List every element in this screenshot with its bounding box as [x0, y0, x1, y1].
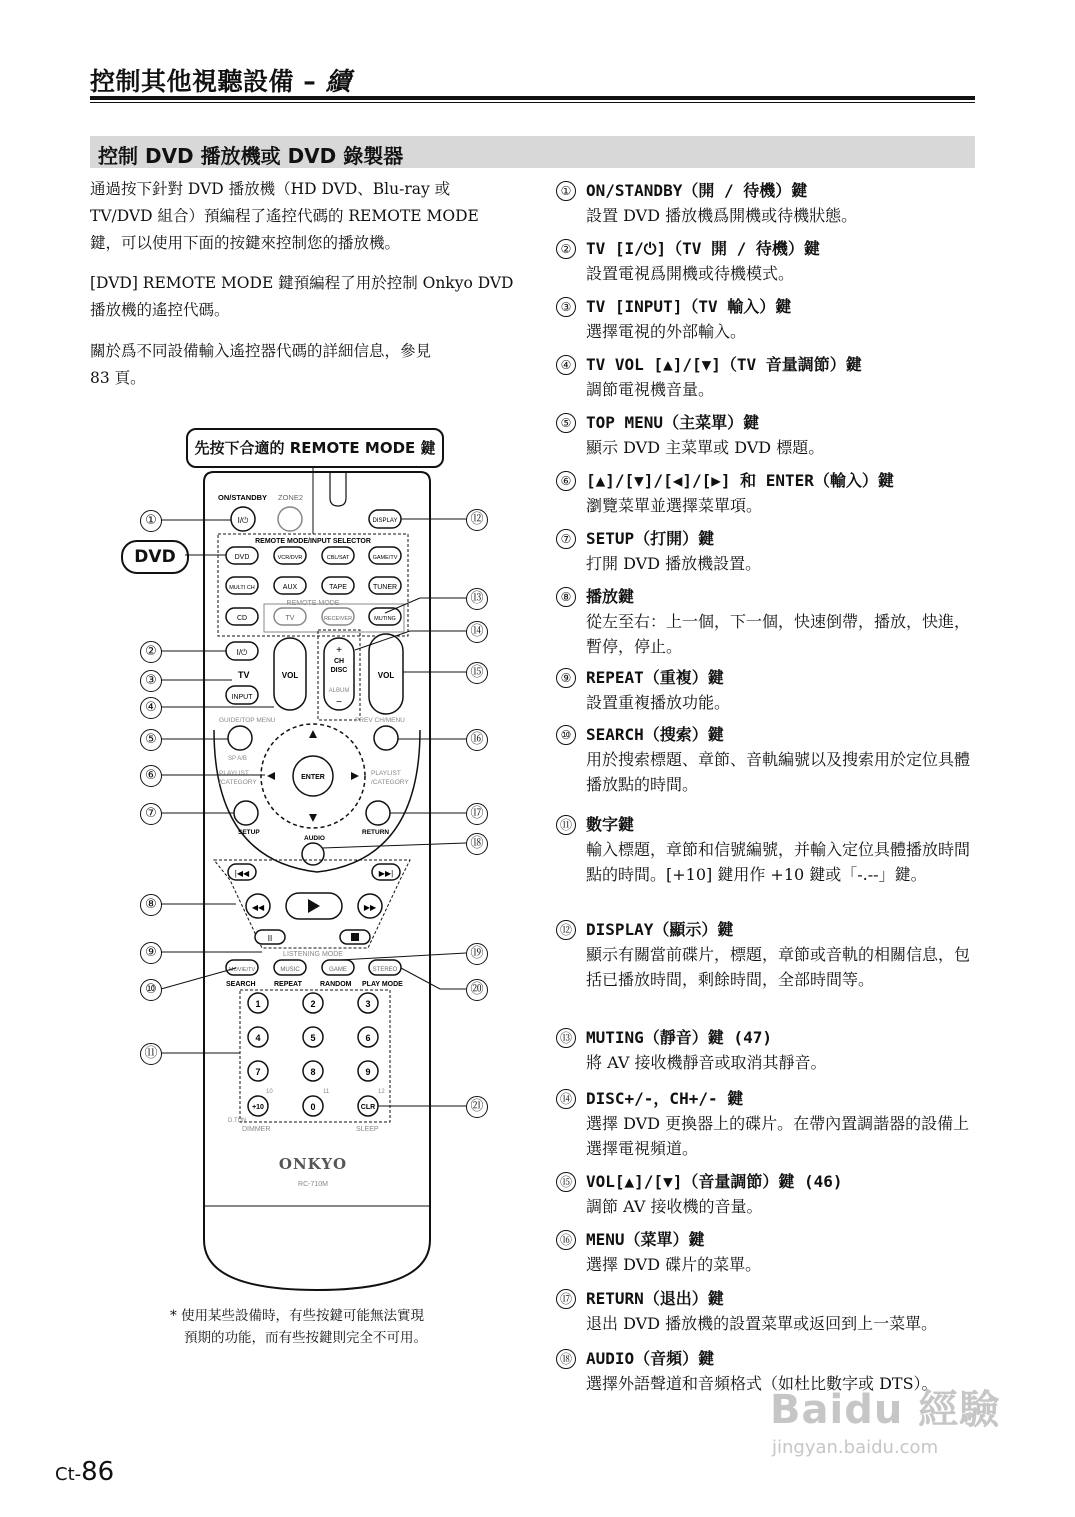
guide-label: GUIDE/TOP MENU: [219, 717, 276, 724]
ch-label: CH: [333, 658, 345, 665]
sub-12-label: 12: [378, 1089, 385, 1095]
sleep-label: SLEEP: [356, 1126, 379, 1133]
text-line: 鍵，可以使用下面的按鍵來控制您的播放機。: [90, 234, 401, 252]
key-5-label: 5: [310, 1033, 316, 1043]
item-description: 打開 DVD 播放機設置。: [586, 554, 762, 573]
callout-number-15: ⑮: [466, 662, 488, 684]
tv-vol-label: VOL: [281, 671, 299, 680]
item-number: ⑥: [556, 471, 576, 491]
item-description: 選擇 DVD 碟片的菜單。: [586, 1255, 762, 1274]
item-heading: DISC+/-，CH+/- 鍵: [586, 1089, 744, 1108]
watermark-url: jingyan.baidu.com: [772, 1437, 939, 1458]
multich-label: MULTI CH: [229, 585, 255, 591]
album-label: ALBUM: [328, 688, 350, 694]
item-heading: MENU（菜單）鍵: [586, 1230, 705, 1249]
clr-label: CLR: [360, 1104, 376, 1111]
selector-label: REMOTE MODE/INPUT SELECTOR: [255, 538, 371, 545]
tape-label: TAPE: [329, 584, 347, 591]
text-line: 通過按下針對 DVD 播放機（HD DVD、Blu-ray 或: [90, 180, 451, 198]
item-heading: [▲]/[▼]/[◀]/[▶] 和 ENTER（輸入）鍵: [586, 471, 894, 490]
callout-number-20: ⑳: [466, 979, 488, 1001]
item-heading: REPEAT（重複）鍵: [586, 668, 724, 687]
cbl-label: CBL/SAT: [326, 555, 350, 561]
baidu-watermark: Baidu 經驗: [770, 1387, 1001, 1433]
callout-number-3: ③: [140, 670, 162, 692]
key-0-label: 0: [310, 1102, 316, 1112]
footnote-line-2: 預期的功能，而有些按鍵則完全不可用。: [184, 1330, 427, 1346]
callout-number-16: ⑯: [466, 729, 488, 751]
page-title: 控制其他視聽設備 – 續: [90, 67, 351, 96]
item-description: 設置 DVD 播放機爲開機或待機狀態。: [586, 206, 858, 225]
audio-button: [302, 843, 324, 865]
item-number: ①: [556, 181, 576, 201]
item-heading: AUDIO（音頻）鍵: [586, 1349, 715, 1368]
key-2-label: 2: [310, 999, 316, 1009]
item-number: ⑬: [556, 1028, 576, 1048]
item-number: ⑪: [556, 815, 576, 835]
item-heading: RETURN（退出）鍵: [586, 1289, 724, 1308]
top-menu-button: [228, 726, 252, 750]
stop-glyph: [351, 933, 359, 941]
dvd-label: DVD: [234, 554, 250, 561]
item-description: 顯示有關當前碟片，標題，章節或音軌的相關信息，包括已播放時間，剩餘時間，全部時間等。: [586, 945, 971, 989]
rewind-glyph: ◀◀: [251, 903, 265, 912]
footnote-line-1: * 使用某些設備時，有些按鍵可能無法實現: [170, 1308, 425, 1324]
audio-label: AUDIO: [304, 835, 325, 842]
item-description: 退出 DVD 播放機的設置菜單或返回到上一菜單。: [586, 1314, 938, 1333]
item-number: ⑯: [556, 1230, 576, 1250]
playlist-left-label: PLAYLIST: [219, 770, 249, 777]
menu-button: [374, 726, 398, 750]
prev-label: PREV CH/MENU: [355, 717, 405, 724]
playlist-right-label: PLAYLIST: [371, 770, 401, 777]
text-line: TV/DVD 組合）預編程了遙控代碼的 REMOTE MODE: [90, 207, 479, 225]
tv-input-label: INPUT: [231, 694, 253, 701]
display-label: DISPLAY: [372, 518, 398, 524]
prev-track-glyph: |◀◀: [234, 869, 250, 878]
callout-number-4: ④: [140, 697, 162, 719]
text-line: 播放機的遙控代碼。: [90, 301, 230, 319]
tv-power-glyph: I/⏻: [236, 648, 248, 657]
item-description: 將 AV 接收機靜音或取消其靜音。: [586, 1053, 827, 1072]
item-number: ⑮: [556, 1172, 576, 1192]
item-description: 選擇外語聲道和音頻格式（如杜比數字或 DTS）。: [586, 1374, 938, 1393]
fast-forward-glyph: ▶▶: [363, 903, 377, 912]
on-standby-label: ON/STANDBY: [218, 493, 268, 502]
brand-logo: ONKYO: [278, 1155, 348, 1173]
dimmer-label: DIMMER: [242, 1126, 271, 1133]
item-number: ⑰: [556, 1289, 576, 1309]
vcr-label: VCR/DVR: [277, 555, 303, 561]
category-right-label: /CATEGORY: [371, 779, 409, 786]
callout-number-12: ⑫: [466, 509, 488, 531]
next-track-glyph: ▶▶|: [378, 869, 394, 878]
key-plus10-label: +10: [252, 1104, 264, 1111]
item-description: 瀏覽菜單並選擇菜單項。: [586, 496, 763, 515]
playmode-label: PLAY MODE: [362, 981, 403, 988]
callout-number-1: ①: [140, 510, 162, 532]
sub-11-label: 11: [323, 1089, 330, 1095]
callout-number-19: ⑲: [466, 943, 488, 965]
item-heading: 播放鍵: [586, 587, 635, 606]
callout-number-7: ⑦: [140, 803, 162, 825]
movie-tv-label: MOVIE/TV: [228, 967, 256, 973]
callout-number-8: ⑧: [140, 894, 162, 916]
callout-number-5: ⑤: [140, 729, 162, 751]
item-number: ⑧: [556, 587, 576, 607]
item-number: ⑩: [556, 725, 576, 745]
callout-number-11: ⑪: [140, 1043, 162, 1065]
item-heading: SEARCH（搜索）鍵: [586, 725, 724, 744]
text-line: 關於爲不同設備輸入遙控器代碼的詳細信息，參見: [90, 342, 432, 360]
item-heading: TV VOL [▲]/[▼]（TV 音量調節）鍵: [586, 355, 862, 374]
item-heading: TV [I/⏻]（TV 開 / 待機）鍵: [586, 239, 820, 258]
callout-number-6: ⑥: [140, 765, 162, 787]
category-left-label: /CATEGORY: [219, 779, 257, 786]
item-number: ②: [556, 239, 576, 259]
text-line: 83 頁。: [90, 369, 146, 387]
item-heading: TOP MENU（主菜單）鍵: [586, 413, 760, 432]
item-description: 選擇電視的外部輸入。: [586, 322, 747, 341]
remote-mode-label: REMOTE MODE: [286, 600, 340, 607]
key-6-label: 6: [365, 1033, 371, 1043]
game-label: GAME: [329, 967, 347, 973]
stereo-label: STEREO: [372, 967, 398, 973]
vol-label: VOL: [377, 671, 395, 680]
item-description: 調節電視機音量。: [586, 380, 715, 399]
model-label: RC-710M: [298, 1181, 328, 1188]
item-description: 輸入標題，章節和信號編號，并輸入定位具體播放時間點的時間。[+10] 鍵用作 +10 鍵或「-.--」鍵。: [586, 840, 971, 884]
key-1-label: 1: [255, 999, 261, 1009]
zone2-label: ZONE2: [278, 493, 304, 502]
callout-number-13: ⑬: [466, 588, 488, 610]
continued-label: 續: [325, 67, 351, 96]
item-description: 顯示 DVD 主菜單或 DVD 標題。: [586, 438, 825, 457]
item-number: ⑦: [556, 529, 576, 549]
item-number: ③: [556, 297, 576, 317]
item-heading: 數字鍵: [586, 815, 635, 834]
callout-number-9: ⑨: [140, 942, 162, 964]
aux-label: AUX: [282, 584, 298, 591]
enter-label: ENTER: [301, 774, 325, 781]
tv-mode-label: TV: [285, 615, 295, 622]
callout-number-10: ⑩: [140, 979, 162, 1001]
tv-label: TV: [238, 670, 250, 680]
ch-minus-glyph: −: [336, 697, 342, 708]
zone2-button: [278, 507, 302, 531]
item-description: 用於搜索標題、章節、音軌編號以及搜索用於定位具體播放點的時間。: [586, 750, 971, 794]
item-description: 設置重複播放功能。: [586, 693, 731, 712]
item-heading: MUTING（靜音）鍵 (47): [586, 1028, 772, 1047]
music-label: MUSIC: [280, 967, 300, 973]
item-heading: TV [INPUT]（TV 輸入）鍵: [586, 297, 792, 316]
item-number: ④: [556, 355, 576, 375]
key-7-label: 7: [255, 1067, 261, 1077]
listening-mode-label: LISTENING MODE: [283, 951, 343, 958]
item-number: ⑨: [556, 668, 576, 688]
setup-label: SETUP: [238, 829, 260, 836]
cd-label: CD: [236, 615, 248, 622]
return-label: RETURN: [362, 829, 390, 836]
dvd-badge: DVD: [121, 540, 189, 574]
spab-label: SP A/B: [228, 756, 247, 762]
ch-plus-glyph: +: [336, 645, 342, 656]
key-4-label: 4: [255, 1033, 261, 1043]
callout-number-17: ⑰: [466, 803, 488, 825]
random-label: RANDOM: [320, 981, 352, 988]
item-number: ⑱: [556, 1349, 576, 1369]
page-prefix: Ct-: [55, 1464, 82, 1485]
callout-number-21: ㉑: [466, 1096, 488, 1118]
page-number: [55, 1457, 114, 1487]
page-number-value: 86: [81, 1457, 115, 1487]
key-9-label: 9: [365, 1067, 371, 1077]
game-tv-label: GAME/TV: [372, 555, 398, 561]
item-number: ⑭: [556, 1089, 576, 1109]
item-description: 調節 AV 接收機的音量。: [586, 1197, 763, 1216]
item-number: ⑫: [556, 920, 576, 940]
key-3-label: 3: [365, 999, 371, 1009]
item-number: ⑤: [556, 413, 576, 433]
item-heading: VOL[▲]/[▼]（音量調節）鍵 (46): [586, 1172, 843, 1191]
disc-label: DISC: [330, 667, 348, 674]
setup-button: [234, 801, 258, 825]
callout-number-18: ⑱: [466, 833, 488, 855]
remote-mode-callout: 先按下合適的 REMOTE MODE 鍵: [186, 428, 444, 468]
item-heading: DISPLAY（顯示）鍵: [586, 920, 734, 939]
callout-number-14: ⑭: [466, 621, 488, 643]
muting-label: MUTING: [374, 616, 396, 622]
sub-10-label: 10: [266, 1089, 273, 1095]
callout-number-2: ②: [140, 641, 162, 663]
item-description: 設置電視爲開機或待機模式。: [586, 264, 795, 283]
receiver-label: RECEIVER: [323, 616, 353, 622]
item-description: 從左至右：上一個，下一個，快速倒帶，播放，快進，暫停，停止。: [586, 612, 971, 656]
power-glyph: I/⏻: [237, 516, 249, 525]
search-label: SEARCH: [226, 981, 256, 988]
pause-glyph: II: [267, 934, 273, 943]
item-description: 選擇 DVD 更換器上的碟片。在帶內置調諧器的設備上選擇電視頻道。: [586, 1114, 970, 1158]
item-heading: SETUP（打開）鍵: [586, 529, 715, 548]
dtun-label: D.TUN: [228, 1118, 247, 1124]
repeat-label: REPEAT: [274, 981, 302, 988]
tuner-label: TUNER: [372, 584, 398, 591]
section-title: 控制 DVD 播放機或 DVD 錄製器: [98, 144, 404, 168]
item-heading: ON/STANDBY（開 / 待機）鍵: [586, 181, 808, 200]
return-button: [366, 801, 390, 825]
text-line: [DVD] REMOTE MODE 鍵預編程了用於控制 Onkyo DVD: [90, 274, 514, 292]
key-8-label: 8: [310, 1067, 316, 1077]
